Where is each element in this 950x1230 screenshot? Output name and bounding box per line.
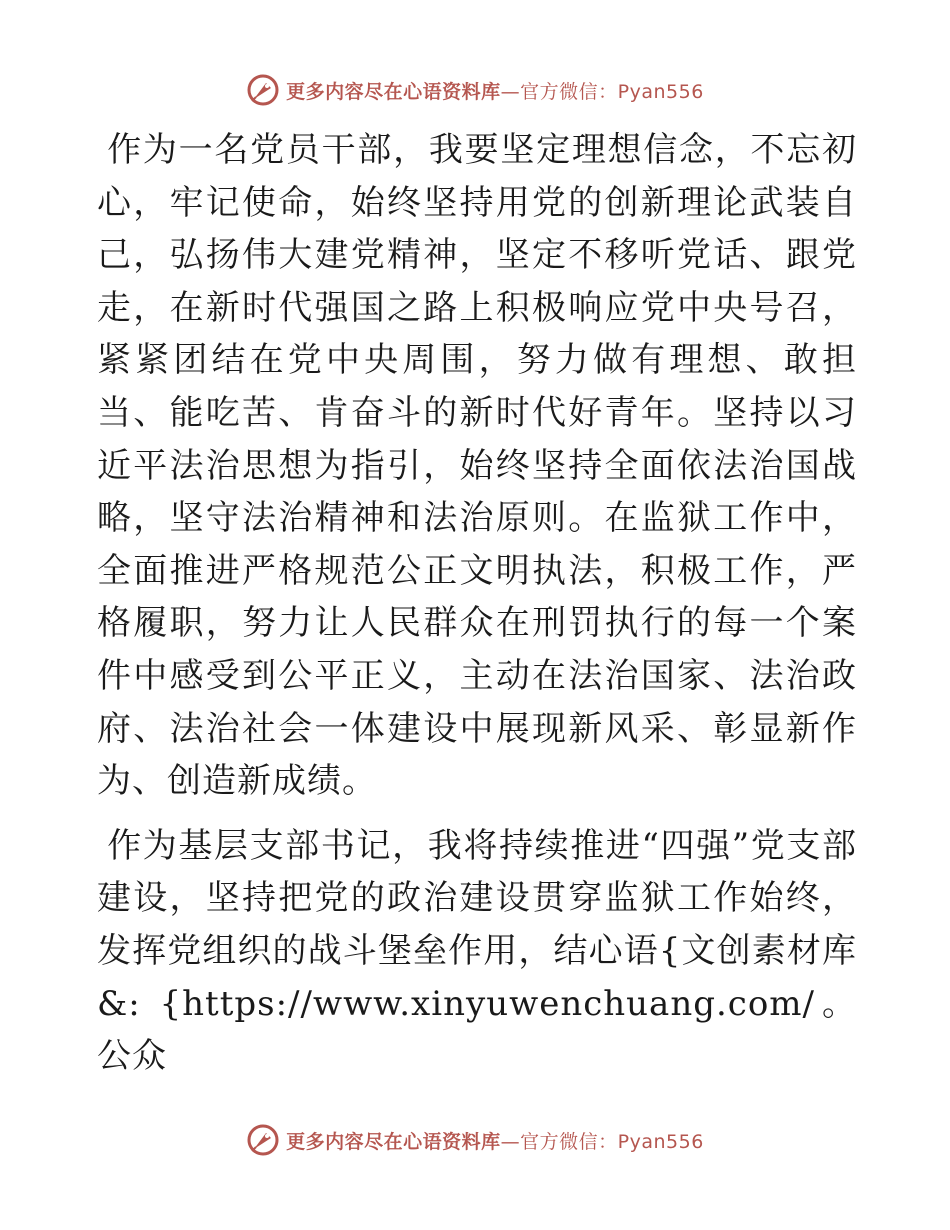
footer-banner-bold-text: 更多内容尽在心语资料库 — [286, 1130, 501, 1153]
paragraph-2: 作为基层支部书记，我将持续推进“四强”党支部建设，坚持把党的政治建设贯穿监狱工作始终，发挥党组织的战斗堡垒作用，结心语{文创素材库&: {https://www.xinyuwenchuang.com/。公众 — [97, 825, 857, 1077]
header-banner-text — [286, 77, 704, 104]
pen-nib-logo-icon — [246, 1123, 280, 1157]
footer-banner-rest-text: —官方微信：Pyan556 — [500, 1130, 704, 1153]
document-body — [97, 124, 857, 1083]
pen-nib-logo-icon — [246, 73, 280, 107]
footer-banner-text — [286, 1127, 704, 1154]
header-banner-bold-text: 更多内容尽在心语资料库 — [286, 80, 501, 103]
paragraph-1: 作为一名党员干部，我要坚定理想信念，不忘初心，牢记使命，始终坚持用党的创新理论武装自己，弘扬伟大建党精神，坚定不移听党话、跟党走，在新时代强国之路上积极响应党中央号召，紧紧团结在党中央周围，努力做有理想、敢担当、能吃苦、肯奋斗的新时代好青年。坚持以习近平法治思想为指引，始终坚持全面依法治国战略，坚守法治精神和法治原则。在监狱工作中，全面推进严格规范公正文明执法，积极工作，严格履职，努力让人民群众在刑罚执行的每一个案件中感受到公平正义，主动在法治国家、法治政府、法治社会一体建设中展现新风采、彰显新作为、创造新成绩。 — [97, 130, 857, 802]
footer-banner — [0, 1118, 950, 1162]
header-banner-rest-text: —官方微信：Pyan556 — [500, 80, 704, 103]
header-banner — [0, 68, 950, 112]
